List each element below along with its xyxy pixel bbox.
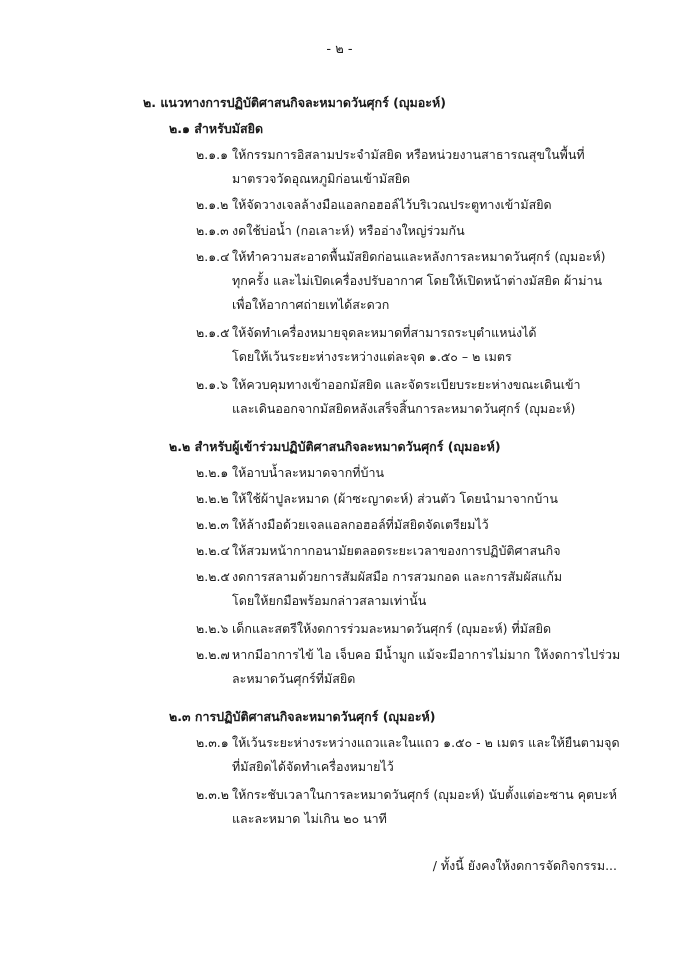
section-title-2-3: ๒.๓ การปฏิบัติศาสนกิจละหมาดวันศุกร์ (ญุมอะห์) (169, 709, 436, 724)
item-text: ให้จัดวางเจลล้างมือแอลกอฮอล์ไว้บริเวณประตูทางเข้ามัสยิด (232, 197, 552, 212)
item-text: ให้กรรมการอิสลามประจำมัสยิด หรือหน่วยงานสาธารณสุขในพื้นที่ (232, 147, 585, 162)
item-text: โดยให้ยกมือพร้อมกล่าวสลามเท่านั้น (232, 593, 427, 608)
item-number: ๒.๒.๑ (196, 465, 229, 480)
item-text: ให้ทำความสะอาดพื้นมัสยิดก่อนและหลังการละหมาดวันศุกร์ (ญุมอะห์) (232, 249, 606, 264)
item-text: ให้กระชับเวลาในการละหมาดวันศุกร์ (ญุมอะห์) นับตั้งแต่อะซาน คุตบะห์ (232, 787, 617, 802)
item-number: ๒.๒.๒ (196, 491, 229, 506)
item-number: ๒.๑.๒ (196, 197, 229, 212)
item-text: ให้ใช้ผ้าปูละหมาด (ผ้าซะญาดะห์) ส่วนตัว โดยนำมาจากบ้าน (232, 491, 558, 506)
page-number: - ๒ - (326, 42, 353, 57)
item-text: ให้สวมหน้ากากอนามัยตลอดระยะเวลาของการปฏิบัติศาสนกิจ (232, 543, 561, 558)
item-number: ๒.๓.๒ (196, 787, 229, 802)
item-text: เด็กและสตรีให้งดการร่วมละหมาดวันศุกร์ (ญุมอะห์) ที่มัสยิด (232, 621, 552, 636)
item-number: ๒.๒.๕ (196, 569, 230, 584)
item-text: ให้อาบน้ำละหมาดจากที่บ้าน (232, 465, 385, 480)
item-text: ให้จัดทำเครื่องหมายจุดละหมาดที่สามารถระบุตำแหน่งได้ (232, 325, 537, 340)
item-number: ๒.๒.๗ (196, 647, 230, 662)
item-text: และเดินออกจากมัสยิดหลังเสร็จสิ้นการละหมาดวันศุกร์ (ญุมอะห์) (232, 401, 576, 416)
item-text: ที่มัสยิดได้จัดทำเครื่องหมายไว้ (232, 759, 394, 774)
main-heading: ๒. แนวทางการปฏิบัติศาสนกิจละหมาดวันศุกร์ (ญุมอะห์) (143, 95, 446, 110)
item-number: ๒.๑.๔ (196, 249, 230, 264)
item-text: หากมีอาการไข้ ไอ เจ็บคอ มีน้ำมูก แม้จะมีอาการไม่มาก ให้งดการไปร่วม (232, 647, 621, 662)
continuation-footer: / ทั้งนี้ ยังคงให้งดการจัดกิจกรรม... (432, 858, 617, 873)
item-number: ๒.๑.๑ (196, 147, 229, 162)
item-number: ๒.๑.๖ (196, 377, 229, 392)
item-number: ๒.๒.๖ (196, 621, 229, 636)
item-text: เพื่อให้อากาศถ่ายเทได้สะดวก (232, 297, 390, 312)
section-title-2-1: ๒.๑ สำหรับมัสยิด (169, 121, 264, 136)
item-number: ๒.๒.๓ (196, 517, 229, 532)
item-text: ให้ควบคุมทางเข้าออกมัสยิด และจัดระเบียบระยะห่างขณะเดินเข้า (232, 377, 581, 392)
item-text: โดยให้เว้นระยะห่างระหว่างแต่ละจุด ๑.๕๐ – ๒ เมตร (232, 349, 512, 364)
item-text: งดใช้บ่อน้ำ (กอเลาะห์) หรืออ่างใหญ่ร่วมกัน (232, 223, 465, 238)
item-text: และละหมาด ไม่เกิน ๒๐ นาที (232, 811, 387, 826)
item-number: ๒.๑.๓ (196, 223, 229, 238)
item-text: ให้เว้นระยะห่างระหว่างแถวและในแถว ๑.๕๐ - ๒ เมตร และให้ยืนตามจุด (232, 735, 620, 750)
item-text: ละหมาดวันศุกร์ที่มัสยิด (232, 671, 356, 686)
item-text: ให้ล้างมือด้วยเจลแอลกอฮอล์ที่มัสยิดจัดเตรียมไว้ (232, 517, 489, 532)
section-title-2-2: ๒.๒ สำหรับผู้เข้าร่วมปฏิบัติศาสนกิจละหมาดวันศุกร์ (ญุมอะห์) (169, 439, 501, 454)
item-text: มาตรวจวัดอุณหภูมิก่อนเข้ามัสยิด (232, 171, 411, 186)
item-text: ทุกครั้ง และไม่เปิดเครื่องปรับอากาศ โดยให้เปิดหน้าต่างมัสยิด ผ้าม่าน (232, 273, 603, 288)
item-text: งดการสลามด้วยการสัมผัสมือ การสวมกอด และการสัมผัสแก้ม (232, 569, 563, 584)
item-number: ๒.๒.๔ (196, 543, 230, 558)
item-number: ๒.๓.๑ (196, 735, 229, 750)
item-number: ๒.๑.๕ (196, 325, 230, 340)
